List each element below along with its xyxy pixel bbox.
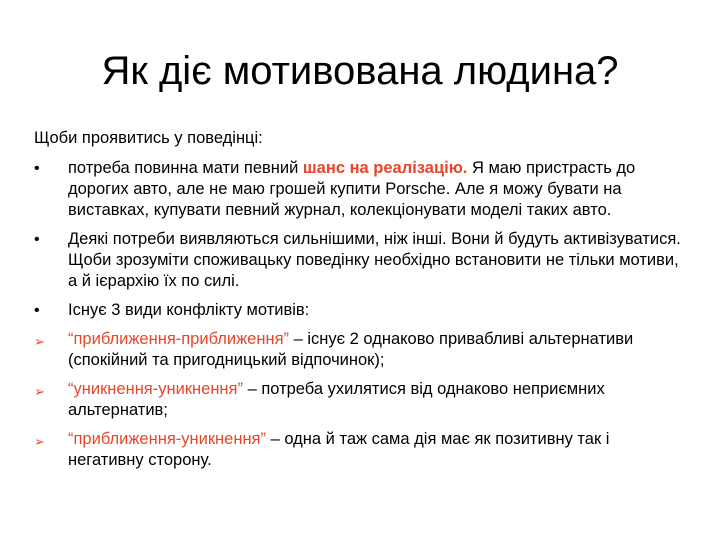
item-text: Деякі потреби виявляються сильнішими, ніж інші. Вони й будуть активізуватися. Щоби зрозуміти споживацьку поведінку необхідно встановити не тільки мотиви, а й ієрархію їх по силі. [68, 230, 681, 290]
arrow-bullet-icon: ➢ [34, 384, 45, 399]
bullet-icon: • [34, 302, 40, 319]
conflict-description: – потреба ухилятися від однаково неприємних альтернатив; [68, 380, 605, 419]
conflict-description: – одна й таж сама дія має як позитивну так і негативну сторону. [68, 430, 610, 469]
highlight-text: шанс на реалізацію. [302, 159, 468, 177]
item-text-continued: Я маю пристрасть до дорогих авто, але не маю грошей купити Porsche. Але я можу бувати на виставках, купувати певний журнал, колекціонувати моделі таких авто. [68, 159, 636, 219]
arrow-bullet-icon: ➢ [34, 334, 45, 349]
list-item [34, 329, 684, 371]
item-text: Існує 3 види конфлікту мотивів: [68, 301, 310, 319]
list-item [34, 429, 684, 471]
list-item [34, 300, 684, 321]
list-item [34, 379, 684, 421]
conflict-term: “уникнення-уникнення” [68, 380, 243, 398]
bullet-icon: • [34, 160, 40, 177]
conflict-term: “приближення-уникнення” [68, 430, 266, 448]
bullet-icon: • [34, 231, 40, 248]
slide-title: Як діє мотивована людина? [101, 49, 619, 93]
arrow-bullet-icon: ➢ [34, 434, 45, 449]
conflict-description: – існує 2 однаково привабливі альтернативи (спокійний та пригодницький відпочинок); [68, 330, 634, 369]
item-text: потреба повинна мати певний [68, 159, 303, 177]
slide-body [34, 128, 684, 479]
conflict-term: “приближення-приближення” [68, 330, 289, 348]
intro-text: Щоби проявитись у поведінці: [34, 129, 263, 147]
list-item [34, 229, 684, 292]
list-item [34, 158, 684, 221]
